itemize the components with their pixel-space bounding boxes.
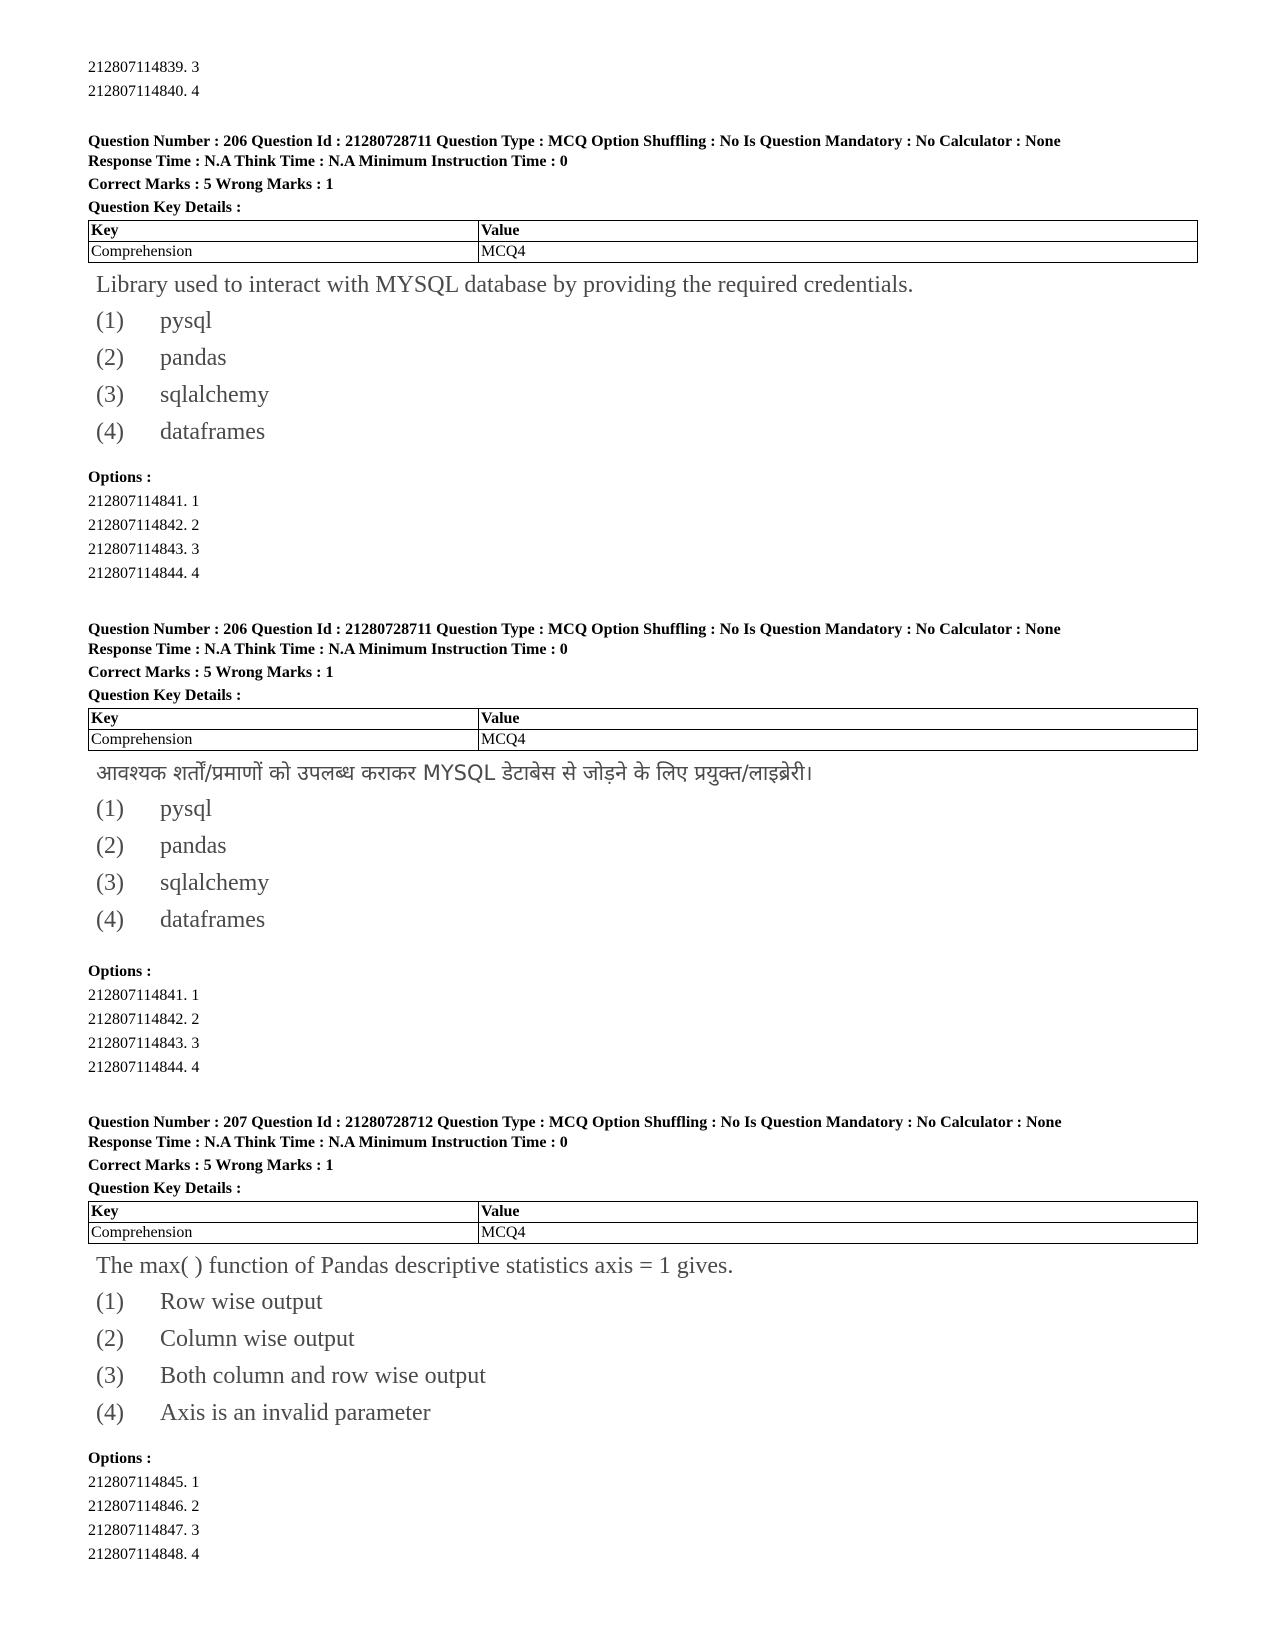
option-line: 212807114842. 2 xyxy=(88,517,200,534)
choice-text: Column wise output xyxy=(160,1326,355,1352)
choice-item xyxy=(96,828,1198,865)
table-row xyxy=(89,242,1198,263)
choice-number: (1) xyxy=(96,796,124,822)
table-cell-key: Comprehension xyxy=(89,1223,479,1244)
options-list xyxy=(88,466,199,586)
option-line: 212807114841. 1 xyxy=(88,493,200,510)
choice-number: (4) xyxy=(96,419,124,445)
table-cell-value: MCQ4 xyxy=(479,242,1198,263)
choice-number: (3) xyxy=(96,382,124,408)
choice-item xyxy=(96,303,1198,340)
question-marks: Correct Marks : 5 Wrong Marks : 1 xyxy=(88,1157,334,1174)
table-header-value: Value xyxy=(479,709,1198,730)
option-line: 212807114839. 3 xyxy=(88,59,200,76)
choice-number: (2) xyxy=(96,833,124,859)
option-line: 212807114842. 2 xyxy=(88,1011,200,1028)
question-timing: Response Time : N.A Think Time : N.A Minimum Instruction Time : 0 xyxy=(88,1134,568,1151)
choice-item xyxy=(96,1395,1198,1432)
choice-text: sqlalchemy xyxy=(160,382,270,408)
table-cell-key: Comprehension xyxy=(89,242,479,263)
options-label: Options : xyxy=(88,469,152,486)
previous-options xyxy=(88,56,199,104)
options-label: Options : xyxy=(88,963,152,980)
question-stem: आवश्यक शर्तों/प्रमाणों को उपलब्ध कराकर MYSQL डेटाबेस से जोड़ने के लिए प्रयुक्त/लाइब्रेरी। xyxy=(96,761,813,785)
option-line: 212807114841. 1 xyxy=(88,987,200,1004)
choice-number: (1) xyxy=(96,308,124,334)
choice-item xyxy=(96,340,1198,377)
choice-item xyxy=(96,791,1198,828)
question-content xyxy=(96,1250,1198,1432)
table-header-key: Key xyxy=(89,709,479,730)
option-line: 212807114844. 4 xyxy=(88,565,200,582)
choice-text: pandas xyxy=(160,345,227,371)
choice-number: (3) xyxy=(96,1363,124,1389)
options-list xyxy=(88,960,199,1080)
table-row xyxy=(89,730,1198,751)
choice-number: (2) xyxy=(96,1326,124,1352)
choice-number: (4) xyxy=(96,1400,124,1426)
option-line: 212807114847. 3 xyxy=(88,1522,200,1539)
question-block xyxy=(88,620,1198,939)
option-line: 212807114848. 4 xyxy=(88,1546,200,1563)
question-header: Question Number : 207 Question Id : 21280728712 Question Type : MCQ Option Shuffling : No Is Question Mandatory : No Calculator : None xyxy=(88,1114,1062,1131)
question-content xyxy=(96,269,1198,451)
choice-item xyxy=(96,1284,1198,1321)
table-cell-value: MCQ4 xyxy=(479,1223,1198,1244)
choice-item xyxy=(96,377,1198,414)
table-cell-key: Comprehension xyxy=(89,730,479,751)
question-content xyxy=(96,757,1198,939)
option-line: 212807114844. 4 xyxy=(88,1059,200,1076)
choice-item xyxy=(96,1321,1198,1358)
question-timing: Response Time : N.A Think Time : N.A Minimum Instruction Time : 0 xyxy=(88,641,568,658)
table-header-value: Value xyxy=(479,221,1198,242)
key-details-table xyxy=(88,1201,1198,1244)
question-stem: Library used to interact with MYSQL database by providing the required credentials. xyxy=(96,272,914,298)
option-line: 212807114840. 4 xyxy=(88,83,200,100)
choice-number: (4) xyxy=(96,907,124,933)
question-header: Question Number : 206 Question Id : 21280728711 Question Type : MCQ Option Shuffling : No Is Question Mandatory : No Calculator : None xyxy=(88,621,1061,638)
choice-number: (1) xyxy=(96,1289,124,1315)
key-details-label: Question Key Details : xyxy=(88,199,242,216)
table-header-key: Key xyxy=(89,1202,479,1223)
choice-text: dataframes xyxy=(160,419,266,445)
table-cell-value: MCQ4 xyxy=(479,730,1198,751)
choice-item xyxy=(96,902,1198,939)
table-row xyxy=(89,1223,1198,1244)
key-details-label: Question Key Details : xyxy=(88,1180,242,1197)
option-line: 212807114843. 3 xyxy=(88,541,200,558)
choice-text: Both column and row wise output xyxy=(160,1363,486,1389)
table-header-row xyxy=(89,709,1198,730)
key-details-table xyxy=(88,220,1198,263)
options-list xyxy=(88,1447,199,1567)
choice-text: Row wise output xyxy=(160,1289,323,1315)
question-timing: Response Time : N.A Think Time : N.A Minimum Instruction Time : 0 xyxy=(88,153,568,170)
key-details-table xyxy=(88,708,1198,751)
question-stem: The max( ) function of Pandas descriptive statistics axis = 1 gives. xyxy=(96,1253,734,1279)
choice-item xyxy=(96,414,1198,451)
choice-text: dataframes xyxy=(160,907,266,933)
choice-text: pysql xyxy=(160,796,213,822)
option-line: 212807114845. 1 xyxy=(88,1474,200,1491)
question-header: Question Number : 206 Question Id : 21280728711 Question Type : MCQ Option Shuffling : No Is Question Mandatory : No Calculator : None xyxy=(88,133,1061,150)
choice-text: pysql xyxy=(160,308,213,334)
choice-text: pandas xyxy=(160,833,227,859)
choice-number: (2) xyxy=(96,345,124,371)
choice-number: (3) xyxy=(96,870,124,896)
question-marks: Correct Marks : 5 Wrong Marks : 1 xyxy=(88,176,334,193)
key-details-label: Question Key Details : xyxy=(88,687,242,704)
choice-text: Axis is an invalid parameter xyxy=(160,1400,431,1426)
table-header-row xyxy=(89,1202,1198,1223)
question-marks: Correct Marks : 5 Wrong Marks : 1 xyxy=(88,664,334,681)
question-block xyxy=(88,132,1198,451)
table-header-key: Key xyxy=(89,221,479,242)
table-header-row xyxy=(89,221,1198,242)
options-label: Options : xyxy=(88,1450,152,1467)
option-line: 212807114846. 2 xyxy=(88,1498,200,1515)
choice-text: sqlalchemy xyxy=(160,870,270,896)
table-header-value: Value xyxy=(479,1202,1198,1223)
choice-item xyxy=(96,1358,1198,1395)
option-line: 212807114843. 3 xyxy=(88,1035,200,1052)
question-block xyxy=(88,1113,1198,1432)
choice-item xyxy=(96,865,1198,902)
